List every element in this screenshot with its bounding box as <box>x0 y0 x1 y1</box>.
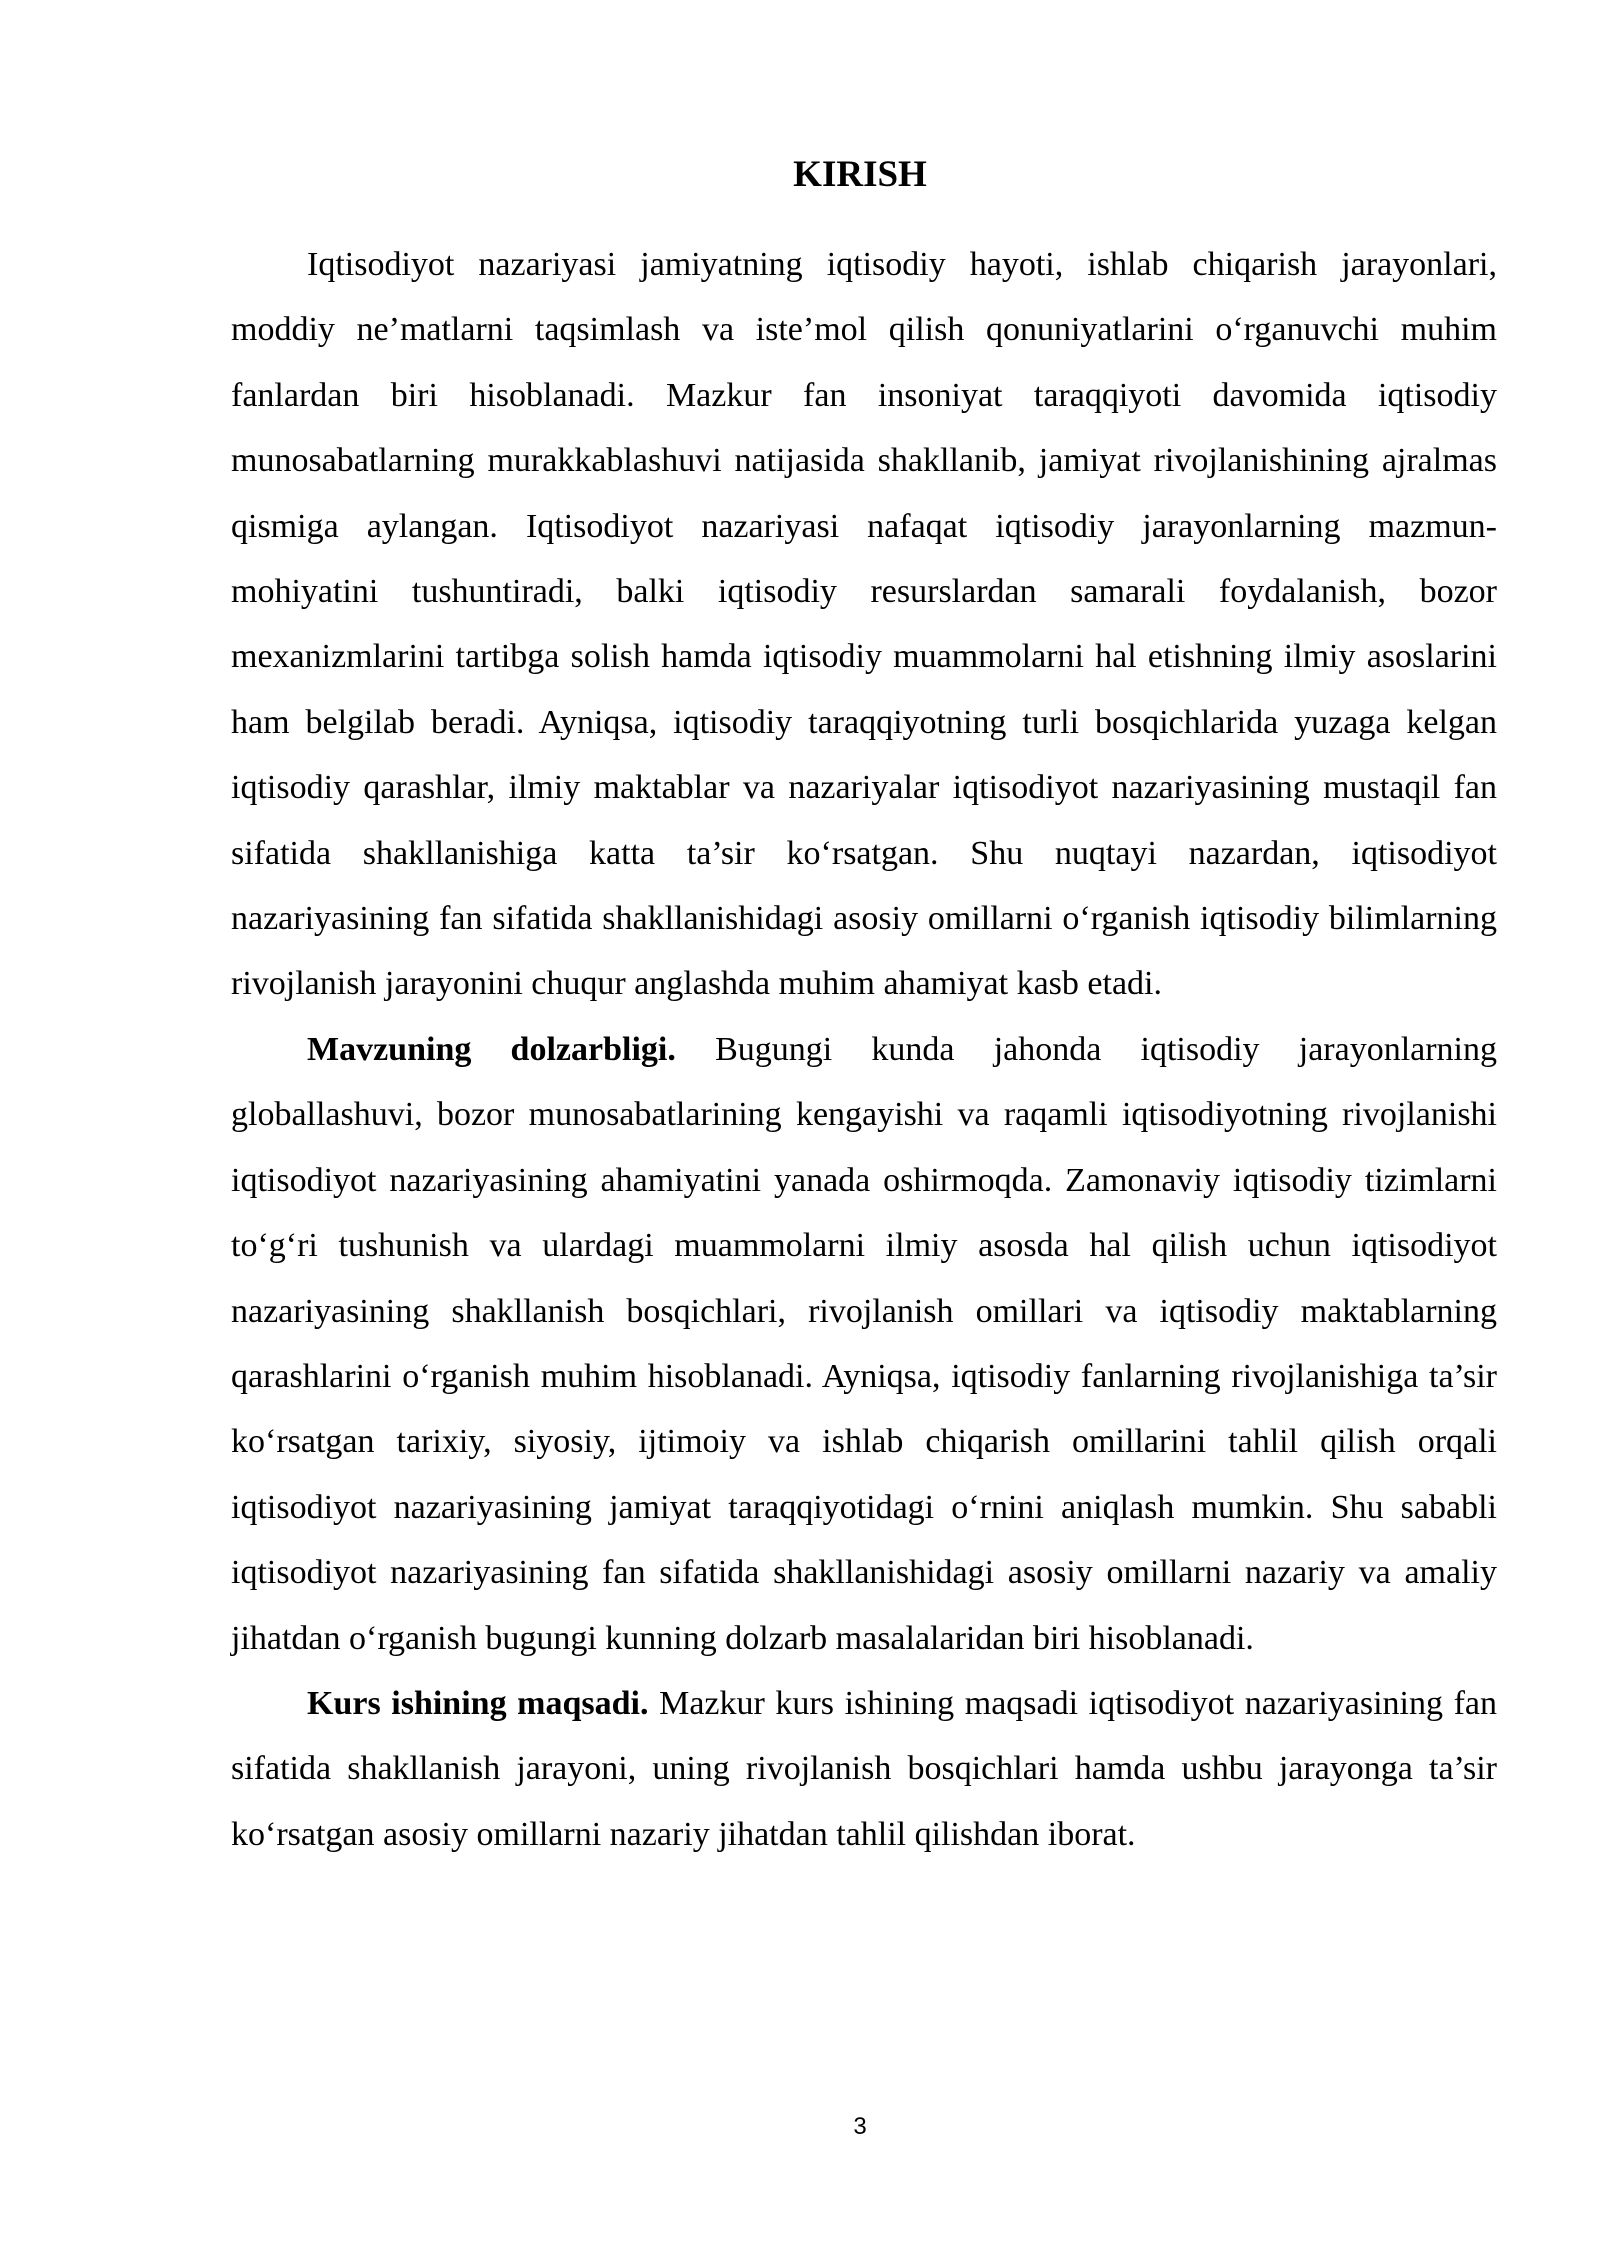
page-number: 3 <box>853 2113 867 2140</box>
paragraph-introduction <box>231 232 1497 1017</box>
paragraph-lead-goal: Kurs ishining maqsadi. <box>307 1684 649 1722</box>
paragraph-lead-relevance: Mavzuning dolzarbligi. <box>307 1030 676 1068</box>
paragraph-goal <box>231 1671 1497 1867</box>
body-text <box>231 232 1497 1867</box>
section-heading: KIRISH <box>793 154 927 195</box>
paragraph-relevance <box>231 1017 1497 1671</box>
paragraph-text: Mazkur kurs ishining maqsadi iqtisodiyot nazariyasining fan sifatida shakllanish jarayoni, uning rivojlanish bosqichlari hamda ushbu jarayonga ta’sir ko‘rsatgan asosiy omillarni nazariy jihatdan tahlil qilishdan iborat. <box>231 1684 1498 1853</box>
paragraph-text: Bugungi kunda jahonda iqtisodiy jarayonlarning globallashuvi, bozor munosabatlarining kengayishi va raqamli iqtisodiyotning rivojlanishi iqtisodiyot nazariyasining ahamiyatini yanada oshirmoqda. Zamonaviy iqtisodiy tizimlarni to‘g‘ri tushunish va ulardagi muammolarni ilmiy asosda hal qilish uchun iqtisodiyot nazariyasining shakllanish bosqichlari, rivojlanish omillari va iqtisodiy maktablarning qarashlarini o‘rganish muhim hisoblanadi. Ayniqsa, iqtisodiy fanlarning rivojlanishiga ta’sir ko‘rsatgan tarixiy, siyosiy, ijtimoiy va ishlab chiqarish omillarini tahlil qilish orqali iqtisodiyot nazariyasining jamiyat taraqqiyotidagi o‘rnini aniqlash mumkin. Shu sababli iqtisodiyot nazariyasining fan sifatida shakllanishidagi asosiy omillarni nazariy va amaliy jihatdan o‘rganish bugungi kunning dolzarb masalalaridan biri hisoblanadi. <box>231 1030 1498 1657</box>
paragraph-text: Iqtisodiyot nazariyasi jamiyatning iqtisodiy hayoti, ishlab chiqarish jarayonlari, moddiy ne’matlarni taqsimlash va iste’mol qilish qonuniyatlarini o‘rganuvchi muhim fanlardan biri hisoblanadi. Mazkur fan insoniyat taraqqiyoti davomida iqtisodiy munosabatlarning murakkablashuvi natijasida shakllanib, jamiyat rivojlanishining ajralmas qismiga aylangan. Iqtisodiyot nazariyasi nafaqat iqtisodiy jarayonlarning mazmun-mohiyatini tushuntiradi, balki iqtisodiy resurslardan samarali foydalanish, bozor mexanizmlarini tartibga solish hamda iqtisodiy muammolarni hal etishning ilmiy asoslarini ham belgilab beradi. Ayniqsa, iqtisodiy taraqqiyotning turli bosqichlarida yuzaga kelgan iqtisodiy qarashlar, ilmiy maktablar va nazariyalar iqtisodiyot nazariyasining mustaqil fan sifatida shakllanishiga katta ta’sir ko‘rsatgan. Shu nuqtayi nazardan, iqtisodiyot nazariyasining fan sifatida shakllanishidagi asosiy omillarni o‘rganish iqtisodiy bilimlarning rivojlanish jarayonini chuqur anglashda muhim ahamiyat kasb etadi. <box>231 246 1497 1003</box>
